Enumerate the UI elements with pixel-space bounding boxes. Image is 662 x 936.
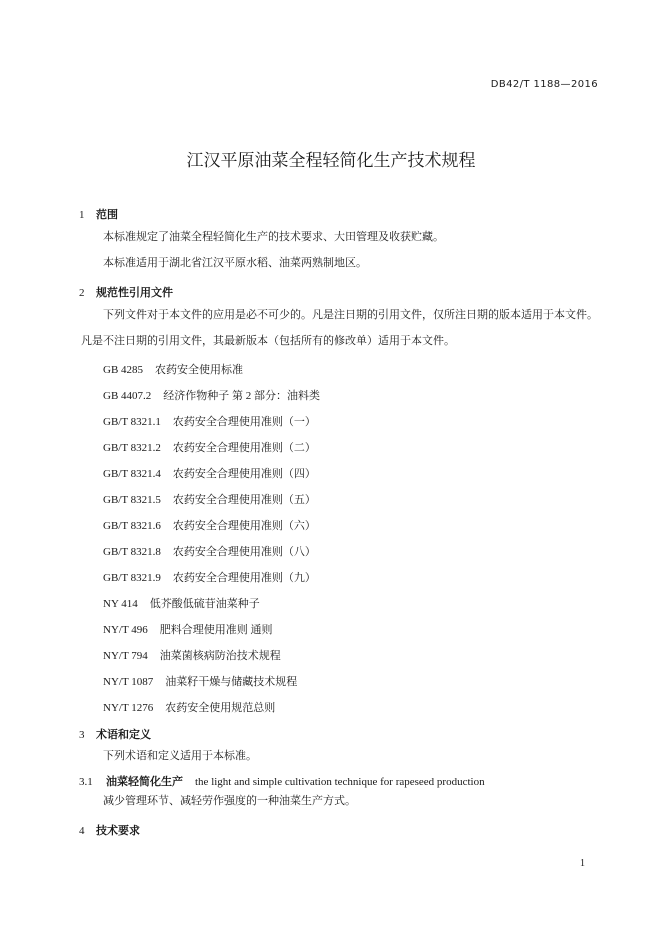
reference-title: 油菜籽干燥与储藏技术规程 <box>165 676 298 688</box>
reference-item <box>103 647 281 663</box>
reference-title: 农药安全合理使用准则（八） <box>172 546 316 558</box>
term-name-en: the light and simple cultivation technique for rapeseed production <box>195 776 485 788</box>
terms-intro: 下列术语和定义适用于本标准。 <box>103 750 257 762</box>
reference-code: GB/T 8321.5 <box>103 494 161 506</box>
scope-paragraph-1: 本标准规定了油菜全程轻简化生产的技术要求、大田管理及收获贮藏。 <box>103 231 444 243</box>
term-number: 3.1 <box>79 776 93 788</box>
reference-title: 肥料合理使用准则 通则 <box>159 624 273 636</box>
document-title: 江汉平原油菜全程轻简化生产技术规程 <box>186 151 476 171</box>
reference-code: GB 4285 <box>103 364 144 376</box>
reference-item <box>103 621 272 637</box>
reference-item <box>103 439 316 455</box>
reference-title: 低芥酸低硫苷油菜种子 <box>149 598 260 610</box>
term-entry <box>79 773 485 789</box>
page-number: 1 <box>580 858 585 869</box>
reference-title: 农药安全合理使用准则（一） <box>172 416 316 428</box>
reference-title: 农药安全合理使用准则（九） <box>172 572 316 584</box>
reference-item <box>103 595 260 611</box>
reference-code: GB 4407.2 <box>103 390 152 402</box>
reference-item <box>103 413 316 429</box>
reference-item <box>103 569 316 585</box>
reference-code: GB/T 8321.1 <box>103 416 161 428</box>
term-definition: 减少管理环节、减轻劳作强度的一种油菜生产方式。 <box>103 795 356 807</box>
section-2-heading <box>79 284 173 300</box>
reference-code: NY 414 <box>103 598 138 610</box>
section-number: 1 <box>79 209 85 221</box>
term-name-cn: 油菜轻简化生产 <box>106 775 183 788</box>
reference-code: GB/T 8321.4 <box>103 468 161 480</box>
section-number: 2 <box>79 287 85 299</box>
reference-item <box>103 387 320 403</box>
reference-code: NY/T 1276 <box>103 702 154 714</box>
reference-code: GB/T 8321.9 <box>103 572 161 584</box>
reference-item <box>103 465 316 481</box>
reference-code: GB/T 8321.2 <box>103 442 161 454</box>
section-title: 范围 <box>96 208 118 221</box>
reference-code: GB/T 8321.8 <box>103 546 161 558</box>
reference-title: 农药安全合理使用准则（二） <box>172 442 316 454</box>
reference-title: 农药安全使用标准 <box>155 364 244 376</box>
section-1-heading <box>79 206 118 222</box>
reference-code: NY/T 1087 <box>103 676 154 688</box>
references-intro: 下列文件对于本文件的应用是必不可少的。凡是注日期的引用文件，仅所注日期的版本适用于本文件。凡是不注日期的引用文件，其最新版本（包括所有的修改单）适用于本文件。 <box>81 309 598 347</box>
reference-item <box>103 543 316 559</box>
reference-item <box>103 673 297 689</box>
reference-code: NY/T 794 <box>103 650 148 662</box>
section-title: 技术要求 <box>96 824 140 837</box>
reference-code: NY/T 496 <box>103 624 148 636</box>
reference-item <box>103 517 316 533</box>
standard-code: DB42/T 1188—2016 <box>490 79 598 90</box>
reference-title: 农药安全合理使用准则（六） <box>172 520 316 532</box>
reference-title: 农药安全合理使用准则（四） <box>172 468 316 480</box>
reference-title: 农药安全合理使用准则（五） <box>172 494 316 506</box>
section-3-heading <box>79 726 151 742</box>
section-number: 4 <box>79 825 85 837</box>
scope-paragraph-2: 本标准适用于湖北省江汉平原水稻、油菜两熟制地区。 <box>103 257 367 269</box>
reference-title: 油菜菌核病防治技术规程 <box>159 650 281 662</box>
reference-title: 经济作物种子 第 2 部分：油料类 <box>163 390 321 402</box>
section-title: 术语和定义 <box>96 728 151 741</box>
reference-item <box>103 491 316 507</box>
reference-item <box>103 699 275 715</box>
reference-title: 农药安全使用规范总则 <box>165 702 276 714</box>
reference-item <box>103 361 243 377</box>
section-4-heading <box>79 822 140 838</box>
section-number: 3 <box>79 729 85 741</box>
reference-code: GB/T 8321.6 <box>103 520 161 532</box>
section-title: 规范性引用文件 <box>96 286 173 299</box>
